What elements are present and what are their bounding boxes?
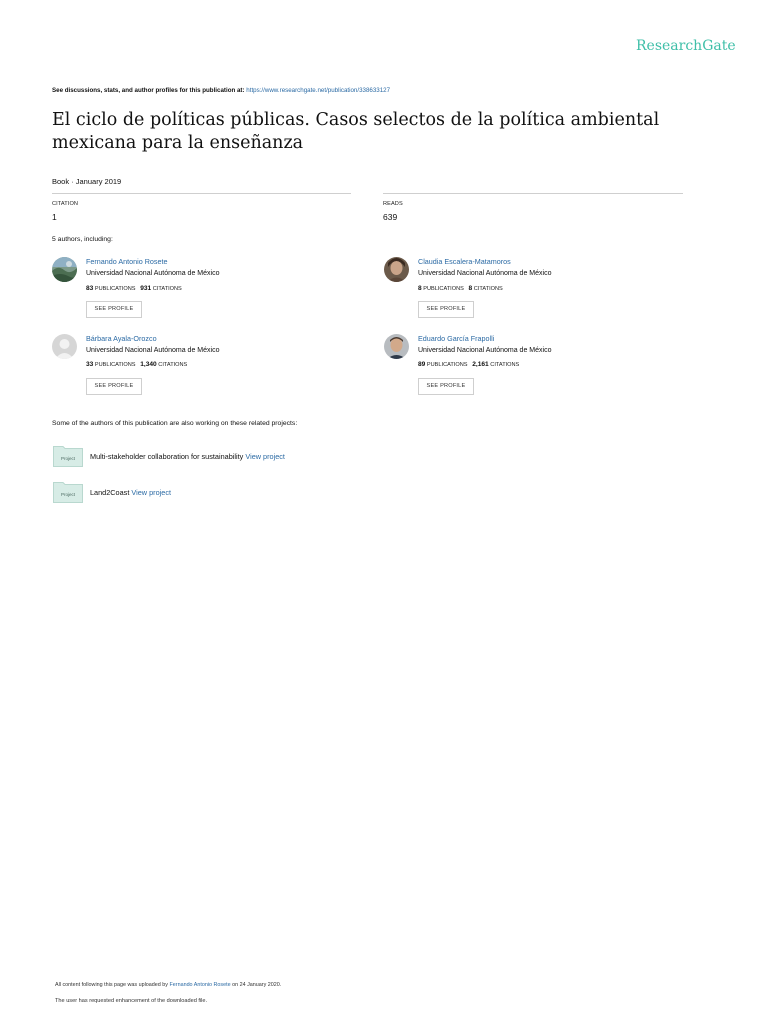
citations-label: CITATIONS xyxy=(152,286,182,292)
publication-meta: Book · January 2019 xyxy=(52,177,122,186)
publications-count: 33 xyxy=(86,361,94,368)
project-name: Multi-stakeholder collaboration for sustainability xyxy=(90,452,244,461)
citations-label: CITATIONS xyxy=(158,362,188,368)
uploader-link[interactable]: Fernando Antonio Rosete xyxy=(169,982,231,988)
project-item xyxy=(90,452,285,461)
related-projects-heading: Some of the authors of this publication are also working on these related projects: xyxy=(52,420,298,427)
discussion-prefix: See discussions, stats, and author profiles for this publication at: xyxy=(52,87,245,94)
publication-link[interactable]: https://www.researchgate.net/publication/338633127 xyxy=(246,87,391,94)
divider-right xyxy=(383,193,683,194)
avatar-photo[interactable] xyxy=(384,257,409,282)
citations-count: 8 xyxy=(468,285,473,292)
avatar-placeholder-icon[interactable] xyxy=(52,334,77,359)
reads-label: READS xyxy=(383,201,403,207)
see-profile-button[interactable]: SEE PROFILE xyxy=(418,378,474,395)
publications-count: 8 xyxy=(418,285,422,292)
project-folder-icon xyxy=(53,445,83,465)
researchgate-logo[interactable]: ResearchGate xyxy=(636,38,736,54)
publications-label: PUBLICATIONS xyxy=(94,362,136,368)
divider-left xyxy=(52,193,351,194)
publications-label: PUBLICATIONS xyxy=(426,362,468,368)
project-icon-label: Project xyxy=(60,456,76,461)
publications-count: 83 xyxy=(86,285,94,292)
project-name: Land2Coast xyxy=(90,488,130,497)
author-institution: Universidad Nacional Autónoma de México xyxy=(86,347,220,354)
citations-count: 931 xyxy=(140,285,152,292)
project-icon-label: Project xyxy=(60,492,76,497)
discussion-line xyxy=(52,87,390,94)
citations-label: CITATIONS xyxy=(490,362,520,368)
author-institution: Universidad Nacional Autónoma de México xyxy=(418,270,552,277)
author-stats xyxy=(418,361,519,368)
author-name[interactable]: Fernando Antonio Rosete xyxy=(86,257,168,266)
citations-value: 1 xyxy=(52,212,57,222)
upload-date: on 24 January 2020. xyxy=(232,982,282,988)
avatar-landscape[interactable] xyxy=(52,257,77,282)
see-profile-button[interactable]: SEE PROFILE xyxy=(418,301,474,318)
author-institution: Universidad Nacional Autónoma de México xyxy=(418,347,552,354)
see-profile-button[interactable]: SEE PROFILE xyxy=(86,301,142,318)
project-folder-icon xyxy=(53,481,83,501)
citations-label: CITATIONS xyxy=(473,286,503,292)
author-name[interactable]: Bárbara Ayala-Orozco xyxy=(86,334,157,343)
see-profile-button[interactable]: SEE PROFILE xyxy=(86,378,142,395)
view-project-link[interactable]: View project xyxy=(131,488,172,497)
authors-heading: 5 authors, including: xyxy=(52,236,113,243)
upload-prefix: All content following this page was uploaded by xyxy=(55,982,168,988)
publications-label: PUBLICATIONS xyxy=(423,286,464,292)
author-name[interactable]: Claudia Escalera-Matamoros xyxy=(418,257,511,266)
author-name[interactable]: Eduardo García Frapolli xyxy=(418,334,495,343)
author-stats xyxy=(86,361,187,368)
citations-count: 2,161 xyxy=(472,361,489,368)
reads-value: 639 xyxy=(383,212,398,222)
upload-note xyxy=(55,982,281,988)
publication-title: El ciclo de políticas públicas. Casos selectos de la política ambiental mexicana para la enseñanza xyxy=(52,110,660,153)
view-project-link[interactable]: View project xyxy=(245,452,285,461)
publications-label: PUBLICATIONS xyxy=(94,286,136,292)
author-institution: Universidad Nacional Autónoma de México xyxy=(86,270,220,277)
avatar-photo[interactable] xyxy=(384,334,409,359)
citations-label: CITATION xyxy=(52,201,79,207)
publications-count: 89 xyxy=(418,361,426,368)
enhancement-note: The user has requested enhancement of the downloaded file. xyxy=(55,998,208,1004)
citations-count: 1,340 xyxy=(140,361,157,368)
author-stats xyxy=(418,285,503,292)
project-item xyxy=(90,488,171,497)
author-stats xyxy=(86,285,182,292)
